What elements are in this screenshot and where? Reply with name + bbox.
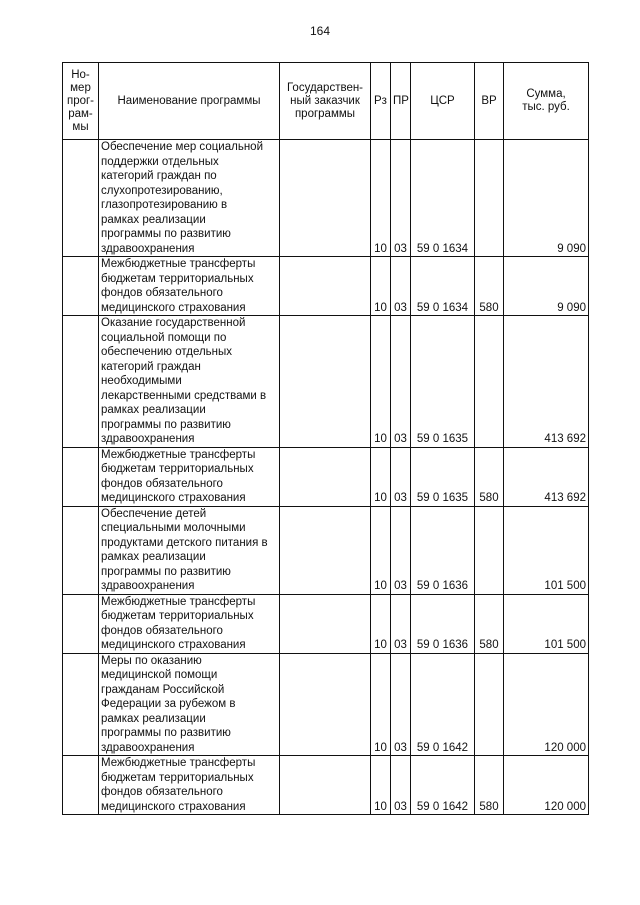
cell-program-number xyxy=(63,447,99,506)
cell-pr: 03 xyxy=(391,594,411,653)
cell-vr xyxy=(475,506,504,594)
cell-pr: 03 xyxy=(391,140,411,257)
cell-csr: 59 0 1642 xyxy=(411,653,475,756)
cell-program-name: Межбюджетные трансферты бюджетам территориальных фондов обязательного медицинского страхования xyxy=(99,594,280,653)
page-number: 164 xyxy=(309,24,331,38)
cell-program-name: Межбюджетные трансферты бюджетам территориальных фондов обязательного медицинского страхования xyxy=(99,756,280,815)
header-pr: ПР xyxy=(391,63,411,140)
cell-program-number xyxy=(63,257,99,316)
cell-sum: 120 000 xyxy=(504,653,589,756)
cell-state-customer xyxy=(280,140,371,257)
cell-program-number xyxy=(63,653,99,756)
cell-vr: 580 xyxy=(475,257,504,316)
cell-pr: 03 xyxy=(391,653,411,756)
cell-vr: 580 xyxy=(475,447,504,506)
cell-csr: 59 0 1636 xyxy=(411,506,475,594)
cell-pr: 03 xyxy=(391,447,411,506)
header-rz: Рз xyxy=(371,63,391,140)
table-row xyxy=(63,140,589,257)
cell-vr: 580 xyxy=(475,756,504,815)
cell-pr: 03 xyxy=(391,756,411,815)
table-row xyxy=(63,257,589,316)
cell-sum: 413 692 xyxy=(504,447,589,506)
cell-sum: 120 000 xyxy=(504,756,589,815)
cell-csr: 59 0 1642 xyxy=(411,756,475,815)
cell-sum: 9 090 xyxy=(504,257,589,316)
header-csr: ЦСР xyxy=(411,63,475,140)
cell-program-name: Оказание государственной социальной помощи по обеспечению отдельных категорий граждан необходимыми лекарственными средствами в рамках реализации программы по развитию здравоохранения xyxy=(99,316,280,448)
cell-program-name: Межбюджетные трансферты бюджетам территориальных фондов обязательного медицинского страхования xyxy=(99,447,280,506)
cell-state-customer xyxy=(280,756,371,815)
cell-csr: 59 0 1635 xyxy=(411,316,475,448)
cell-program-name: Межбюджетные трансферты бюджетам территориальных фондов обязательного медицинского страхования xyxy=(99,257,280,316)
cell-state-customer xyxy=(280,506,371,594)
cell-state-customer xyxy=(280,594,371,653)
cell-pr: 03 xyxy=(391,316,411,448)
table-body xyxy=(63,140,589,815)
cell-sum: 101 500 xyxy=(504,506,589,594)
cell-state-customer xyxy=(280,257,371,316)
cell-program-name: Меры по оказанию медицинской помощи гражданам Российской Федерации за рубежом в рамках реализации программы по развитию здравоохранения xyxy=(99,653,280,756)
cell-sum: 9 090 xyxy=(504,140,589,257)
cell-state-customer xyxy=(280,447,371,506)
cell-rz: 10 xyxy=(371,140,391,257)
table-header-row xyxy=(63,63,589,140)
table-row xyxy=(63,447,589,506)
cell-pr: 03 xyxy=(391,257,411,316)
cell-csr: 59 0 1634 xyxy=(411,140,475,257)
header-vr: ВР xyxy=(475,63,504,140)
cell-vr xyxy=(475,316,504,448)
cell-program-number xyxy=(63,140,99,257)
cell-sum: 413 692 xyxy=(504,316,589,448)
cell-rz: 10 xyxy=(371,447,391,506)
budget-table xyxy=(62,62,589,815)
table-row xyxy=(63,594,589,653)
cell-vr: 580 xyxy=(475,594,504,653)
cell-state-customer xyxy=(280,653,371,756)
cell-csr: 59 0 1634 xyxy=(411,257,475,316)
cell-rz: 10 xyxy=(371,316,391,448)
cell-csr: 59 0 1636 xyxy=(411,594,475,653)
cell-rz: 10 xyxy=(371,594,391,653)
header-state-customer: Государствен- ный заказчик программы xyxy=(280,63,371,140)
header-program-name: Наименование программы xyxy=(99,63,280,140)
table-row xyxy=(63,316,589,448)
cell-rz: 10 xyxy=(371,756,391,815)
cell-vr xyxy=(475,140,504,257)
cell-sum: 101 500 xyxy=(504,594,589,653)
cell-state-customer xyxy=(280,316,371,448)
cell-rz: 10 xyxy=(371,653,391,756)
table-row xyxy=(63,653,589,756)
table-row xyxy=(63,756,589,815)
cell-program-number xyxy=(63,506,99,594)
header-sum: Сумма, тыс. руб. xyxy=(504,63,589,140)
cell-program-name: Обеспечение мер социальной поддержки отдельных категорий граждан по слухопротезированию, глазопротезированию в рамках реализации программы по развитию здравоохранения xyxy=(99,140,280,257)
cell-program-name: Обеспечение детей специальными молочными продуктами детского питания в рамках реализации программы по развитию здравоохранения xyxy=(99,506,280,594)
cell-csr: 59 0 1635 xyxy=(411,447,475,506)
cell-program-number xyxy=(63,594,99,653)
cell-program-number xyxy=(63,316,99,448)
table-row xyxy=(63,506,589,594)
cell-rz: 10 xyxy=(371,257,391,316)
cell-vr xyxy=(475,653,504,756)
header-program-number: Но- мер прог- рам- мы xyxy=(63,63,99,140)
cell-rz: 10 xyxy=(371,506,391,594)
cell-program-number xyxy=(63,756,99,815)
cell-pr: 03 xyxy=(391,506,411,594)
